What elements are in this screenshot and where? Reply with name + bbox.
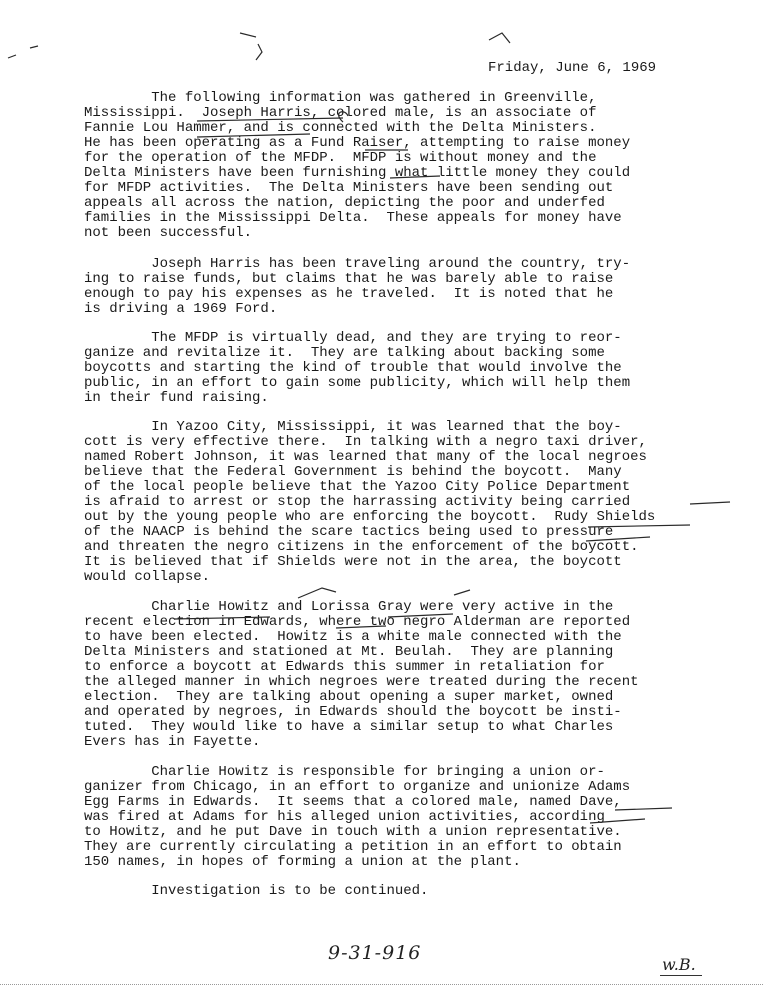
- text-line: Charlie Howitz is responsible for bringing a union or-: [84, 764, 605, 780]
- text-line: tuted. They would like to have a similar setup to what Charles: [84, 719, 614, 735]
- text-line: He has been operating as a Fund Raiser, attempting to raise money: [84, 135, 631, 151]
- text-line: The following information was gathered in Greenville,: [84, 90, 597, 106]
- text-line: and threaten the negro citizens in the enforcement of the boycott.: [84, 539, 639, 555]
- text-line: of the NAACP is behind the scare tactics being used to pressure: [84, 524, 614, 540]
- text-line: for the operation of the MFDP. MFDP is without money and the: [84, 150, 597, 166]
- text-line: Mississippi. Joseph Harris, colored male, is an associate of: [84, 105, 597, 121]
- text-line: recent election in Edwards, where two negro Alderman are reported: [84, 614, 631, 630]
- text-line: the alleged manner in which negroes were treated during the recent: [84, 674, 639, 690]
- text-line: would collapse.: [84, 569, 211, 585]
- text-line: is driving a 1969 Ford.: [84, 301, 278, 317]
- text-line: ing to raise funds, but claims that he was barely able to raise: [84, 271, 614, 287]
- initials-underline: [660, 975, 702, 976]
- text-line: Joseph Harris has been traveling around the country, try-: [84, 256, 631, 272]
- text-line: boycotts and starting the kind of trouble that would involve the: [84, 360, 622, 376]
- text-line: The MFDP is virtually dead, and they are trying to reor-: [84, 330, 622, 346]
- text-line: was fired at Adams for his alleged union activities, according: [84, 809, 605, 825]
- text-line: In Yazoo City, Mississippi, it was learned that the boy-: [84, 419, 622, 435]
- text-line: is afraid to arrest or stop the harrassing activity being carried: [84, 494, 631, 510]
- text-line: to have been elected. Howitz is a white male connected with the: [84, 629, 622, 645]
- text-line: 150 names, in hopes of forming a union at the plant.: [84, 854, 521, 870]
- text-line: ganize and revitalize it. They are talking about backing some: [84, 345, 605, 361]
- handwritten-file-number: 9-31-916: [328, 942, 422, 964]
- text-line: enough to pay his expenses as he traveled. It is noted that he: [84, 286, 614, 302]
- text-line: Delta Ministers and stationed at Mt. Beulah. They are planning: [84, 644, 614, 660]
- handwritten-initials: w.B.: [662, 955, 696, 974]
- text-line: cott is very effective there. In talking with a negro taxi driver,: [84, 434, 647, 450]
- document-date: Friday, June 6, 1969: [488, 60, 657, 76]
- text-line: believe that the Federal Government is behind the boycott. Many: [84, 464, 622, 480]
- text-line: in their fund raising.: [84, 390, 269, 406]
- text-line: public, in an effort to gain some publicity, which will help them: [84, 375, 631, 391]
- text-line: Investigation is to be continued.: [84, 883, 429, 899]
- text-line: Evers has in Fayette.: [84, 734, 261, 750]
- text-line: ganizer from Chicago, in an effort to organize and unionize Adams: [84, 779, 631, 795]
- text-line: Delta Ministers have been furnishing what little money they could: [84, 165, 631, 181]
- text-line: election. They are talking about opening a super market, owned: [84, 689, 614, 705]
- text-line: and operated by negroes, in Edwards should the boycott be insti-: [84, 704, 622, 720]
- text-line: of the local people believe that the Yazoo City Police Department: [84, 479, 631, 495]
- text-line: They are currently circulating a petition in an effort to obtain: [84, 839, 622, 855]
- text-line: Charlie Howitz and Lorissa Gray were very active in the: [84, 599, 614, 615]
- text-line: for MFDP activities. The Delta Ministers have been sending out: [84, 180, 614, 196]
- text-line: appeals all across the nation, depicting the poor and underfed: [84, 195, 605, 211]
- text-line: not been successful.: [84, 225, 253, 241]
- text-line: Fannie Lou Hammer, and is connected with the Delta Ministers.: [84, 120, 597, 136]
- text-line: It is believed that if Shields were not in the area, the boycott: [84, 554, 622, 570]
- text-line: to enforce a boycott at Edwards this summer in retaliation for: [84, 659, 605, 675]
- text-line: families in the Mississippi Delta. These appeals for money have: [84, 210, 622, 226]
- page-bottom-edge: [0, 984, 763, 986]
- text-line: to Howitz, and he put Dave in touch with a union representative.: [84, 824, 622, 840]
- text-line: named Robert Johnson, it was learned that many of the local negroes: [84, 449, 647, 465]
- text-line: Egg Farms in Edwards. It seems that a colored male, named Dave,: [84, 794, 622, 810]
- text-line: out by the young people who are enforcing the boycott. Rudy Shields: [84, 509, 656, 525]
